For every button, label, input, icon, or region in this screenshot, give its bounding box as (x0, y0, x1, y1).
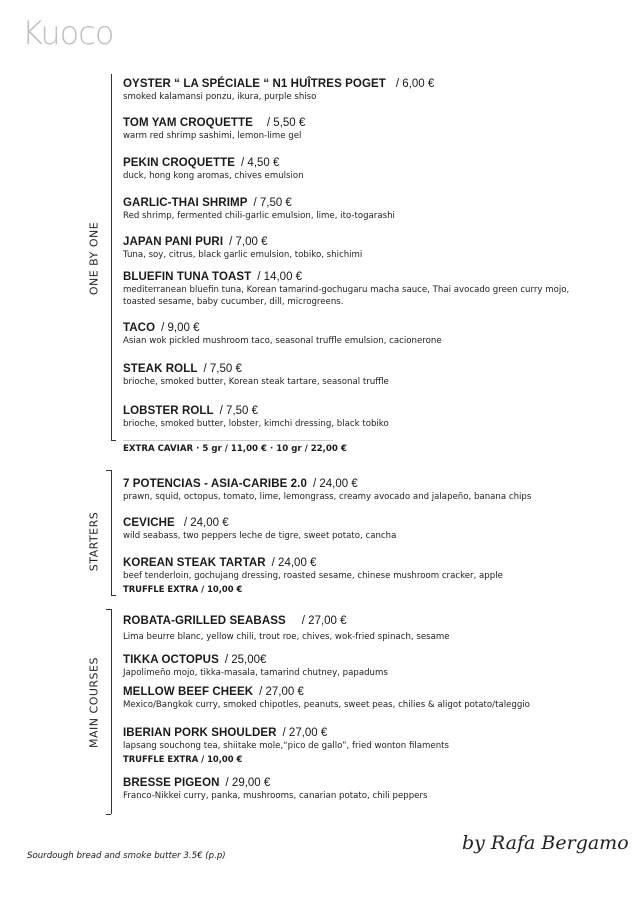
item-name: OYSTER “ LA SPÉCIALE “ N1 HUÎTRES POGET (123, 78, 386, 90)
item-description: Japolimeño mojo, tikka-masala, tamarind chutney, papadums (123, 668, 388, 678)
section-label-main-courses: MAIN COURSES (87, 657, 101, 748)
item-price: / 27,00 € (301, 615, 347, 627)
item-name: JAPAN PANI PURI (123, 236, 224, 248)
chef-signature: by Rafa Bergamo (462, 832, 629, 854)
section-rule-tick (111, 440, 116, 441)
menu-item-lobster-roll (123, 404, 593, 430)
item-price: / 24,00 € (312, 478, 358, 490)
item-name: 7 POTENCIAS - ASIA-CARIBE 2.0 (123, 478, 307, 490)
item-name: MELLOW BEEF CHEEK (123, 686, 254, 698)
item-price: / 4,50 € (241, 157, 280, 169)
divider (123, 440, 333, 441)
menu-item-robata-grilled-seabass (123, 614, 593, 643)
item-description: lapsang souchong tea, shiitake mole,“pico de gallo”, fried wonton filaments (123, 741, 449, 751)
section-rule-tick (111, 595, 116, 596)
section-rule-tick (106, 470, 111, 471)
item-description: mediterranean bluefin tuna, Korean tamarind-gochugaru macha sauce, Thai avocado green curry mojo, toasted sesame, baby cucumber, dill, microgreens. (123, 285, 570, 307)
truffle-extra: TRUFFLE EXTRA / 10,00 € (123, 584, 243, 594)
item-name: TOM YAM CROQUETTE (123, 117, 253, 129)
item-price: / 7,50 € (203, 363, 242, 375)
menu-item-tom-yam-croquette (123, 116, 593, 142)
menu-item-iberian-pork-shoulder (123, 726, 593, 764)
item-name: BLUEFIN TUNA TOAST (123, 271, 252, 283)
item-description: Tuna, soy, citrus, black garlic emulsion, tobiko, shichimi (123, 250, 363, 260)
item-description: duck, hong kong aromas, chives emulsion (123, 171, 304, 181)
menu-item-pekin-croquette (123, 156, 593, 182)
section-label-one-by-one: ONE BY ONE (87, 221, 101, 296)
menu-item-oyster (123, 77, 593, 103)
section-rule-tick (106, 609, 111, 610)
item-price: / 7,50 € (219, 405, 259, 417)
menu-item-bresse-pigeon (123, 776, 593, 802)
item-name: TIKKA OCTOPUS (123, 654, 219, 666)
item-name: PEKIN CROQUETTE (123, 157, 236, 169)
menu-item-bluefin-tuna-toast (123, 270, 593, 308)
section-rule-tick (106, 814, 111, 815)
item-description: prawn, squid, octopus, tomato, lime, lemongrass, creamy avocado and jalapeño, banana chips (123, 492, 532, 502)
item-name: KOREAN STEAK TARTAR (123, 557, 266, 569)
menu-item-ceviche (123, 516, 593, 542)
item-price: / 29,00 € (225, 777, 271, 789)
item-description: brioche, smoked butter, lobster, kimchi dressing, black tobiko (123, 419, 389, 429)
item-description: brioche, smoked butter, Korean steak tartare, seasonal truffle (123, 377, 389, 387)
item-price: / 9,00 € (161, 322, 200, 334)
item-price: / 27,00 € (259, 686, 304, 698)
section-rule-starters (111, 470, 112, 595)
item-description: Lima beurre blanc, yellow chili, trout roe, chives, wok-fried spinach, sesame (123, 632, 450, 642)
menu-item-korean-steak-tartar (123, 556, 593, 594)
truffle-extra: TRUFFLE EXTRA / 10,00 € (123, 754, 243, 764)
item-price: / 24,00 € (271, 557, 317, 569)
item-description: Asian wok pickled mushroom taco, seasonal truffle emulsion, cacionerone (123, 336, 442, 346)
item-price: / 7,50 € (253, 197, 292, 209)
item-name: TACO (123, 322, 156, 334)
item-price: / 25,00€ (224, 654, 267, 666)
item-price: / 14,00 € (257, 271, 303, 283)
item-description: Franco-Nikkei curry, panka, mushrooms, canarian potato, chili peppers (123, 791, 428, 801)
menu-item-japan-pani-puri (123, 235, 593, 261)
bread-note: Sourdough bread and smoke butter 3.5€ (p.p) (27, 851, 226, 861)
item-description: beef tenderloin, gochujang dressing, roasted sesame, chinese mushroom cracker, apple (123, 571, 503, 581)
item-name: GARLIC-THAI SHRIMP (123, 197, 248, 209)
item-description: smoked kalamansi ponzu, ikura, purple shiso (123, 92, 317, 102)
brand-logo: Kuoco (22, 14, 114, 52)
item-name: IBERIAN PORK SHOULDER (123, 727, 277, 739)
menu-item-steak-roll (123, 362, 593, 388)
item-price: / 24,00 € (183, 517, 229, 529)
item-price: / 6,00 € (395, 78, 435, 90)
item-description: wild seabass, two peppers leche de tigre, sweet potato, cancha (123, 531, 397, 541)
item-description: Red shrimp, fermented chili-garlic emulsion, lime, ito-togarashi (123, 211, 395, 221)
section-label-starters: STARTERS (87, 511, 101, 572)
item-name: ROBATA-GRILLED SEABASS (123, 615, 286, 627)
item-description: warm red shrimp sashimi, lemon-lime gel (123, 131, 302, 141)
extra-caviar: EXTRA CAVIAR · 5 gr / 11,00 € · 10 gr / 22,00 € (123, 444, 347, 454)
item-price: / 5,50 € (266, 117, 306, 129)
section-rule-one-by-one (111, 74, 112, 440)
item-name: BRESSE PIGEON (123, 777, 220, 789)
menu-item-tikka-octopus (123, 653, 593, 679)
menu-item-7-potencias (123, 477, 593, 503)
item-description: Mexico/Bangkok curry, smoked chipotles, peanuts, sweet peas, chilies & aligot potato/taleggio (123, 700, 530, 710)
item-name: CEVICHE (123, 517, 175, 529)
item-name: STEAK ROLL (123, 363, 198, 375)
menu-item-garlic-thai-shrimp (123, 196, 593, 222)
menu-item-mellow-beef-cheek (123, 685, 593, 711)
item-price: / 27,00 € (282, 727, 328, 739)
item-price: / 7,00 € (229, 236, 268, 248)
item-name: LOBSTER ROLL (123, 405, 214, 417)
menu-item-taco (123, 321, 593, 347)
section-rule-main-courses (111, 609, 112, 814)
